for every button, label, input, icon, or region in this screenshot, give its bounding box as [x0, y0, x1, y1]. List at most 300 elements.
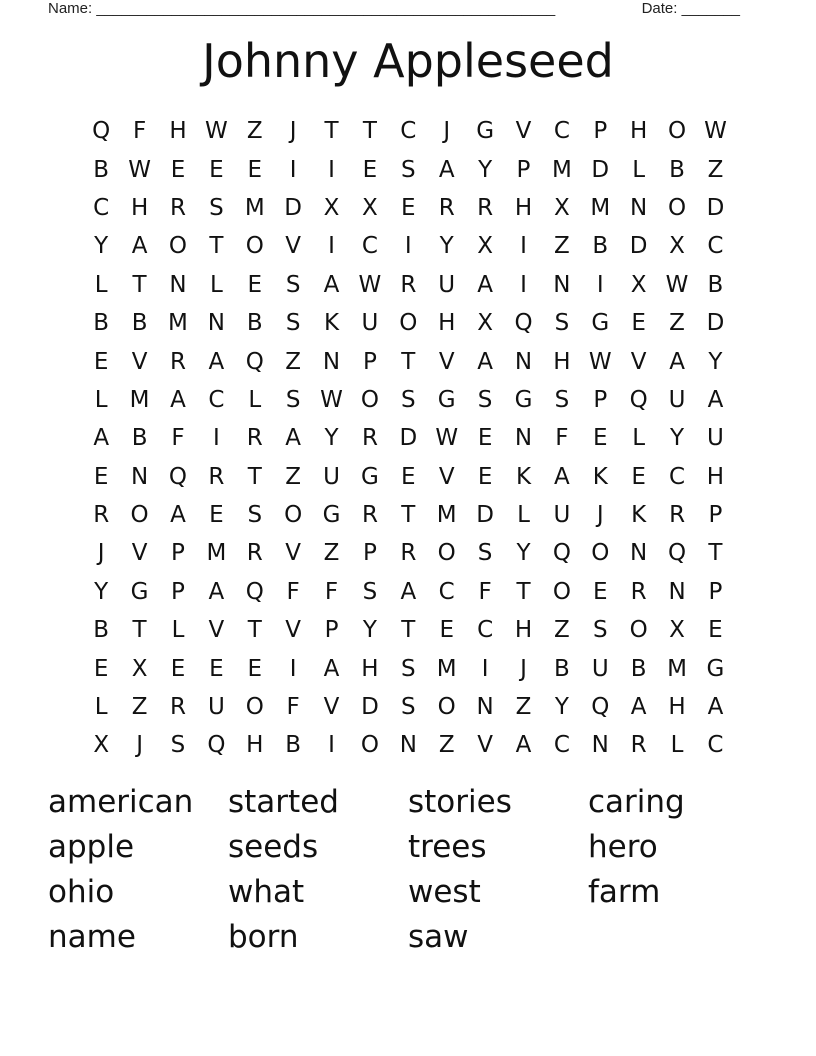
word-list-item: apple: [48, 829, 135, 865]
grid-letter: L: [94, 386, 108, 413]
grid-letter: C: [438, 578, 455, 605]
grid-letter: J: [289, 118, 297, 145]
grid-letter: L: [209, 271, 223, 298]
word-list-item: saw: [408, 919, 469, 955]
grid-letter: E: [247, 655, 263, 682]
grid-letter: P: [362, 540, 377, 567]
grid-letter: T: [708, 540, 723, 567]
grid-letter: D: [706, 310, 725, 337]
grid-letter: Y: [516, 540, 531, 567]
grid-letter: F: [286, 694, 300, 721]
grid-letter: D: [476, 502, 494, 529]
grid-letter: M: [667, 655, 687, 682]
grid-letter: N: [514, 348, 533, 375]
word-list-item: caring: [588, 784, 685, 820]
grid-letter: B: [592, 233, 609, 260]
grid-letter: S: [592, 617, 608, 644]
grid-letter: S: [477, 540, 493, 567]
grid-letter: L: [248, 386, 262, 413]
grid-letter: H: [246, 732, 264, 759]
grid-letter: W: [704, 118, 727, 145]
grid-letter: P: [171, 540, 185, 567]
grid-letter: Y: [670, 425, 685, 452]
grid-letter: O: [437, 540, 456, 567]
grid-letter: R: [400, 540, 417, 567]
grid-letter: T: [247, 617, 262, 644]
grid-letter: A: [170, 386, 186, 413]
grid-letter: M: [551, 156, 572, 183]
grid-letter: U: [707, 425, 724, 452]
grid-letter: H: [438, 310, 456, 337]
grid-letter: E: [593, 578, 608, 605]
grid-letter: X: [669, 617, 685, 644]
grid-letter: S: [401, 694, 416, 721]
grid-letter: C: [707, 233, 724, 260]
grid-letter: Y: [94, 233, 109, 260]
grid-letter: B: [707, 271, 724, 298]
grid-letter: R: [93, 502, 110, 529]
grid-letter: O: [437, 694, 456, 721]
grid-letter: B: [131, 310, 148, 337]
word-list-item: ohio: [48, 874, 115, 910]
grid-letter: M: [436, 655, 457, 682]
grid-letter: H: [361, 655, 379, 682]
grid-letter: O: [552, 578, 571, 605]
grid-letter: J: [520, 655, 527, 682]
grid-letter: B: [285, 732, 302, 759]
grid-letter: Q: [668, 540, 687, 567]
grid-letter: R: [361, 425, 378, 452]
grid-letter: F: [132, 118, 147, 145]
grid-letter: O: [284, 502, 303, 529]
grid-letter: J: [443, 118, 451, 145]
grid-letter: A: [323, 655, 340, 682]
grid-letter: R: [630, 732, 647, 759]
grid-letter: I: [289, 156, 297, 183]
grid-letter: E: [209, 655, 224, 682]
grid-letter: T: [362, 118, 377, 145]
grid-letter: R: [208, 463, 225, 490]
grid-letter: T: [401, 502, 416, 529]
word-list-item: trees: [408, 829, 487, 865]
grid-letter: U: [361, 310, 379, 337]
grid-letter: H: [130, 194, 149, 221]
grid-letter: P: [708, 578, 723, 605]
grid-letter: A: [400, 578, 417, 605]
grid-letter: S: [477, 386, 493, 413]
grid-letter: V: [438, 463, 455, 490]
grid-letter: T: [132, 617, 147, 644]
grid-letter: K: [515, 463, 532, 490]
grid-letter: S: [362, 578, 378, 605]
grid-letter: A: [669, 348, 685, 375]
grid-letter: X: [630, 271, 647, 298]
grid-letter: V: [515, 118, 532, 145]
grid-letter: R: [246, 540, 263, 567]
grid-letter: G: [322, 502, 341, 529]
grid-letter: Z: [554, 617, 570, 644]
grid-letter: F: [555, 425, 569, 452]
grid-letter: L: [94, 694, 108, 721]
grid-letter: A: [93, 425, 110, 452]
grid-letter: N: [322, 348, 341, 375]
grid-letter: E: [631, 463, 646, 490]
grid-letter: H: [514, 617, 533, 644]
grid-letter: S: [554, 386, 570, 413]
grid-letter: N: [514, 425, 533, 452]
grid-letter: X: [669, 233, 685, 260]
grid-letter: Z: [285, 463, 302, 490]
grid-letter: G: [476, 118, 495, 145]
grid-letter: M: [168, 310, 188, 337]
grid-letter: A: [477, 348, 493, 375]
grid-letter: F: [286, 578, 300, 605]
grid-letter: O: [245, 233, 264, 260]
grid-letter: N: [630, 194, 648, 221]
grid-letter: B: [553, 655, 570, 682]
grid-letter: R: [169, 348, 186, 375]
grid-letter: A: [285, 425, 302, 452]
grid-letter: O: [360, 386, 379, 413]
grid-letter: A: [554, 463, 570, 490]
grid-letter: Q: [92, 118, 111, 145]
grid-letter: T: [209, 233, 224, 260]
grid-letter: W: [320, 386, 343, 413]
grid-letter: U: [553, 502, 571, 529]
grid-letter: O: [168, 233, 188, 260]
grid-letter: N: [207, 310, 225, 337]
grid-letter: Z: [707, 156, 724, 183]
word-list-item: name: [48, 919, 136, 955]
grid-letter: N: [169, 271, 187, 298]
grid-letter: F: [171, 425, 185, 452]
grid-letter: M: [129, 386, 150, 413]
grid-letter: G: [130, 578, 149, 605]
grid-letter: X: [362, 194, 378, 221]
grid-letter: L: [517, 502, 530, 529]
grid-letter: N: [630, 540, 648, 567]
grid-letter: B: [246, 310, 263, 337]
grid-letter: H: [630, 118, 648, 145]
grid-letter: C: [707, 732, 724, 759]
grid-letter: U: [591, 655, 609, 682]
grid-letter: Z: [669, 310, 685, 337]
grid-letter: A: [323, 271, 340, 298]
grid-letter: G: [591, 310, 610, 337]
grid-letter: E: [477, 463, 493, 490]
grid-letter: U: [323, 463, 340, 490]
grid-letter: I: [328, 156, 335, 183]
grid-letter: I: [596, 271, 604, 298]
grid-letter: C: [553, 118, 570, 145]
grid-letter: L: [670, 732, 684, 759]
grid-letter: G: [514, 386, 533, 413]
grid-letter: Z: [285, 348, 302, 375]
grid-letter: D: [706, 194, 725, 221]
grid-letter: Z: [323, 540, 340, 567]
grid-letter: B: [93, 156, 110, 183]
grid-letter: Q: [552, 540, 571, 567]
grid-letter: E: [93, 655, 109, 682]
grid-letter: J: [136, 732, 143, 759]
grid-letter: I: [212, 425, 220, 452]
grid-letter: Z: [131, 694, 148, 721]
grid-letter: F: [324, 578, 339, 605]
grid-letter: B: [669, 156, 685, 183]
grid-letter: B: [131, 425, 148, 452]
grid-letter: S: [401, 655, 416, 682]
grid-letter: N: [591, 732, 609, 759]
grid-letter: V: [208, 617, 225, 644]
grid-letter: N: [399, 732, 417, 759]
grid-letter: R: [669, 502, 686, 529]
grid-letter: Y: [439, 233, 454, 260]
grid-letter: E: [708, 617, 723, 644]
grid-letter: X: [93, 732, 110, 759]
grid-letter: T: [401, 348, 416, 375]
grid-letter: S: [554, 310, 570, 337]
grid-letter: A: [438, 156, 455, 183]
word-list-item: born: [228, 919, 299, 955]
grid-letter: M: [436, 502, 457, 529]
grid-letter: E: [170, 655, 186, 682]
grid-letter: A: [707, 386, 724, 413]
grid-letter: W: [358, 271, 382, 298]
grid-letter: O: [668, 118, 687, 145]
grid-letter: I: [520, 271, 527, 298]
grid-letter: K: [323, 310, 340, 337]
grid-letter: L: [632, 425, 646, 452]
grid-letter: O: [668, 194, 687, 221]
grid-letter: R: [630, 578, 647, 605]
grid-letter: R: [400, 271, 417, 298]
grid-letter: W: [128, 156, 151, 183]
grid-letter: V: [285, 233, 302, 260]
grid-letter: N: [476, 694, 494, 721]
grid-letter: E: [209, 502, 224, 529]
grid-letter: E: [247, 271, 263, 298]
grid-letter: D: [591, 156, 610, 183]
grid-letter: S: [247, 502, 263, 529]
grid-letter: N: [553, 271, 571, 298]
grid-letter: O: [360, 732, 379, 759]
grid-letter: O: [629, 617, 648, 644]
grid-letter: K: [592, 463, 608, 490]
grid-letter: M: [590, 194, 611, 221]
grid-letter: V: [285, 617, 302, 644]
grid-letter: Q: [207, 732, 226, 759]
grid-letter: R: [477, 194, 494, 221]
grid-letter: D: [361, 694, 379, 721]
grid-letter: N: [130, 463, 149, 490]
grid-letter: I: [328, 233, 335, 260]
grid-letter: C: [669, 463, 686, 490]
grid-letter: P: [593, 386, 608, 413]
grid-letter: X: [131, 655, 148, 682]
grid-letter: H: [668, 694, 686, 721]
grid-letter: S: [209, 194, 224, 221]
grid-letter: V: [630, 348, 647, 375]
grid-letter: D: [284, 194, 302, 221]
grid-letter: O: [399, 310, 418, 337]
grid-letter: E: [401, 194, 416, 221]
grid-letter: T: [401, 617, 416, 644]
grid-letter: E: [631, 310, 646, 337]
grid-letter: Y: [554, 694, 569, 721]
grid-letter: V: [323, 694, 340, 721]
grid-letter: K: [631, 502, 647, 529]
grid-letter: Q: [629, 386, 648, 413]
page-title: Johnny Appleseed: [202, 34, 614, 88]
grid-letter: B: [93, 617, 110, 644]
grid-letter: Z: [515, 694, 532, 721]
grid-letter: Q: [168, 463, 188, 490]
grid-letter: Q: [591, 694, 610, 721]
word-list: [48, 780, 768, 960]
grid-letter: E: [93, 348, 109, 375]
grid-letter: M: [206, 540, 227, 567]
name-field: Name: _______________________________________________________: [48, 0, 556, 17]
grid-letter: E: [209, 156, 224, 183]
grid-letter: V: [131, 348, 148, 375]
grid-letter: V: [131, 540, 148, 567]
grid-letter: A: [208, 578, 225, 605]
grid-letter: H: [514, 194, 533, 221]
grid-letter: S: [285, 386, 301, 413]
grid-letter: Q: [245, 578, 264, 605]
grid-letter: Q: [245, 348, 264, 375]
grid-letter: Y: [362, 617, 377, 644]
grid-letter: A: [208, 348, 225, 375]
grid-letter: Y: [324, 425, 339, 452]
grid-letter: U: [207, 694, 225, 721]
grid-letter: Y: [478, 156, 493, 183]
grid-letter: S: [170, 732, 186, 759]
grid-letter: H: [706, 463, 725, 490]
grid-letter: V: [438, 348, 455, 375]
grid-letter: W: [588, 348, 612, 375]
grid-letter: T: [516, 578, 531, 605]
grid-letter: D: [629, 233, 648, 260]
grid-letter: H: [169, 118, 187, 145]
grid-letter: O: [245, 694, 264, 721]
grid-letter: E: [93, 463, 109, 490]
grid-letter: A: [630, 694, 647, 721]
grid-letter: S: [401, 386, 416, 413]
date-field: Date: _______: [641, 0, 740, 17]
grid-letter: T: [247, 463, 262, 490]
grid-letter: O: [591, 540, 610, 567]
grid-letter: X: [323, 194, 340, 221]
grid-letter: C: [93, 194, 110, 221]
word-list-item: hero: [588, 829, 658, 865]
grid-letter: V: [285, 540, 302, 567]
grid-letter: V: [477, 732, 493, 759]
grid-letter: E: [362, 156, 378, 183]
grid-letter: B: [630, 655, 647, 682]
grid-letter: C: [477, 617, 494, 644]
grid-letter: A: [707, 694, 724, 721]
grid-letter: P: [171, 578, 185, 605]
grid-letter: J: [596, 502, 604, 529]
grid-letter: B: [93, 310, 110, 337]
grid-letter: H: [553, 348, 571, 375]
grid-letter: S: [285, 310, 301, 337]
grid-letter: U: [438, 271, 456, 298]
grid-letter: E: [439, 617, 454, 644]
grid-letter: A: [515, 732, 532, 759]
grid-letter: L: [171, 617, 185, 644]
grid-letter: A: [477, 271, 493, 298]
grid-letter: Y: [708, 348, 723, 375]
grid-letter: P: [516, 156, 531, 183]
grid-letter: X: [477, 310, 493, 337]
grid-letter: T: [132, 271, 147, 298]
grid-letter: Z: [246, 118, 263, 145]
grid-letter: I: [289, 655, 297, 682]
grid-letter: Z: [438, 732, 455, 759]
grid-letter: E: [477, 425, 493, 452]
grid-letter: F: [478, 578, 492, 605]
grid-letter: E: [401, 463, 416, 490]
grid-letter: S: [401, 156, 416, 183]
letter-grid: [82, 112, 735, 765]
word-list-item: stories: [408, 784, 512, 820]
grid-letter: R: [169, 194, 186, 221]
grid-letter: W: [204, 118, 228, 145]
grid-letter: I: [328, 732, 335, 759]
word-list-item: west: [408, 874, 481, 910]
worksheet-header: [48, 0, 740, 20]
word-list-item: american: [48, 784, 194, 820]
grid-letter: P: [324, 617, 339, 644]
grid-letter: G: [361, 463, 379, 490]
word-list-item: started: [228, 784, 339, 820]
grid-letter: I: [481, 655, 489, 682]
grid-letter: U: [668, 386, 686, 413]
grid-letter: D: [399, 425, 418, 452]
grid-letter: C: [361, 233, 378, 260]
word-list-item: seeds: [228, 829, 319, 865]
grid-letter: A: [170, 502, 186, 529]
grid-letter: E: [247, 156, 263, 183]
grid-letter: R: [169, 694, 186, 721]
grid-letter: G: [437, 386, 456, 413]
grid-letter: I: [404, 233, 412, 260]
grid-letter: E: [170, 156, 186, 183]
grid-letter: Z: [554, 233, 570, 260]
grid-letter: C: [208, 386, 225, 413]
grid-letter: L: [632, 156, 646, 183]
grid-letter: P: [708, 502, 723, 529]
grid-letter: W: [665, 271, 689, 298]
grid-letter: G: [706, 655, 725, 682]
grid-letter: N: [668, 578, 686, 605]
grid-letter: Q: [514, 310, 533, 337]
grid-letter: A: [131, 233, 148, 260]
grid-letter: R: [246, 425, 263, 452]
grid-letter: C: [553, 732, 570, 759]
grid-letter: S: [285, 271, 301, 298]
grid-letter: R: [361, 502, 378, 529]
word-list-item: what: [228, 874, 305, 910]
grid-letter: L: [94, 271, 108, 298]
grid-letter: M: [244, 194, 265, 221]
grid-letter: I: [520, 233, 527, 260]
grid-letter: O: [130, 502, 149, 529]
grid-letter: R: [438, 194, 455, 221]
grid-letter: P: [593, 118, 608, 145]
